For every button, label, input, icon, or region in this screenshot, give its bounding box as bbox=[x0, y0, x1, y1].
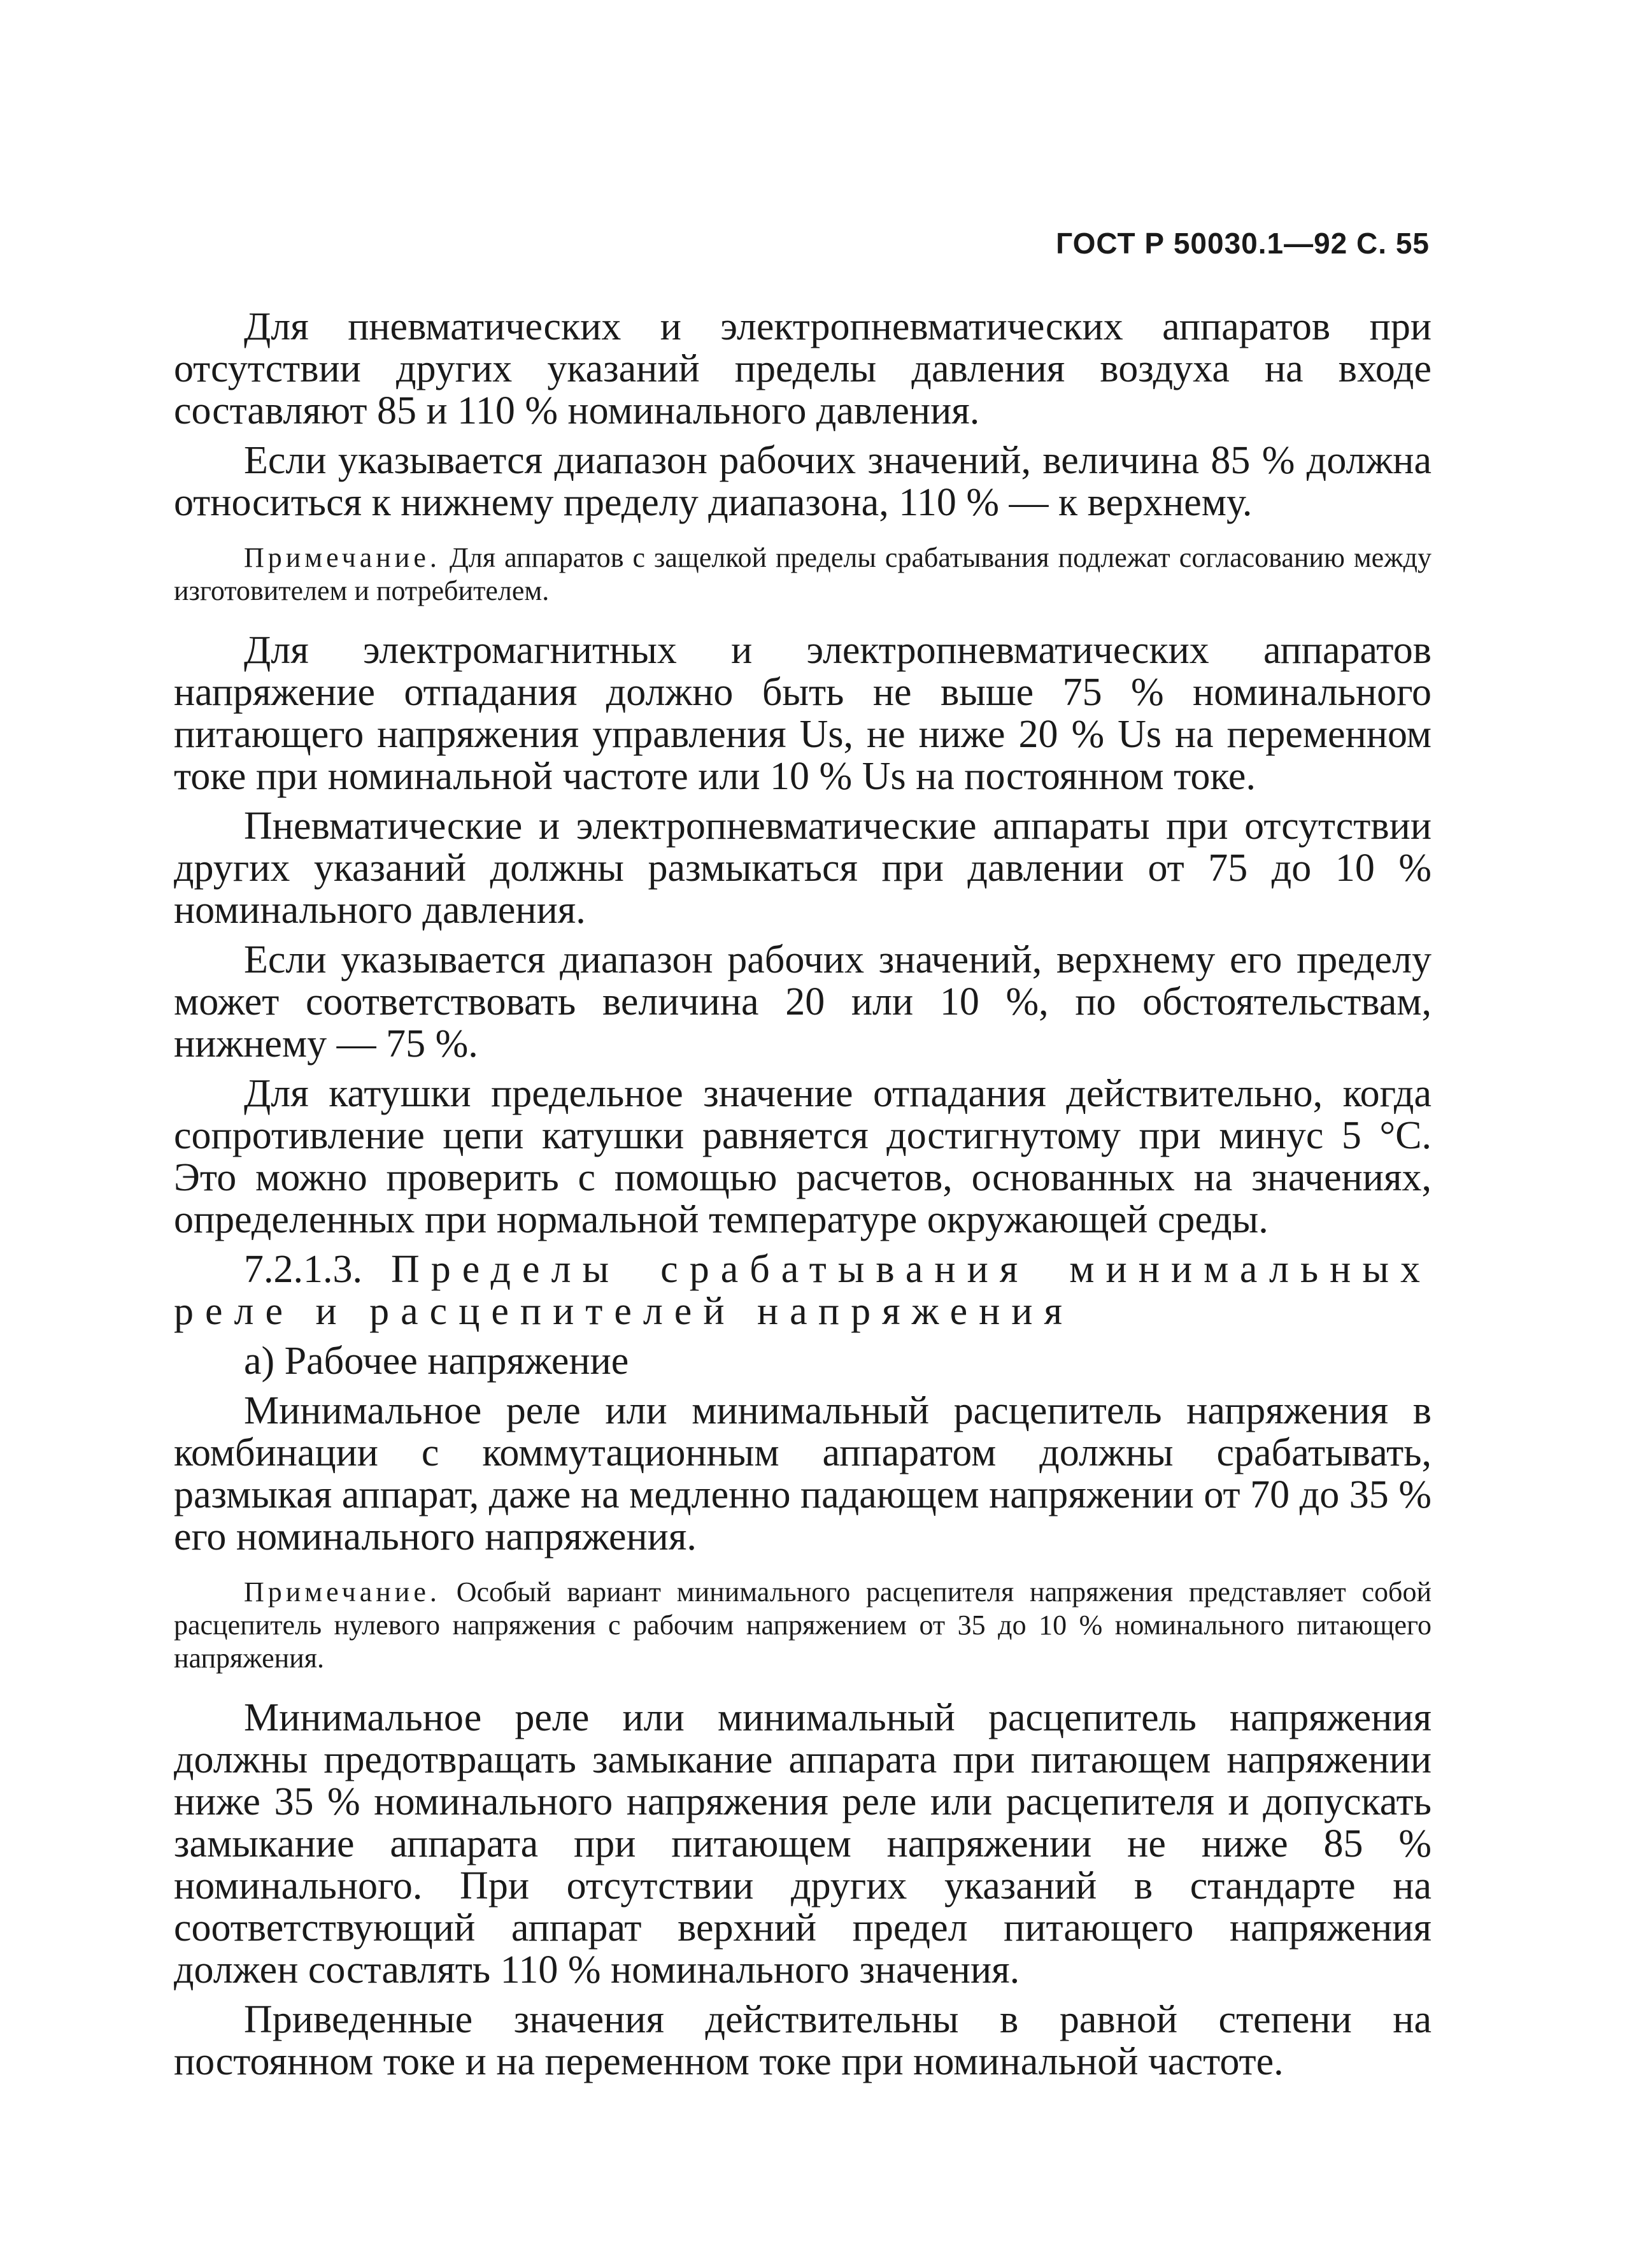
paragraph: Минимальное реле или минимальный расцепитель напряжения в комбинации с коммутационным аппаратом должны срабатывать, размыкая аппарат, даже на медленно падающем напряжении от 70 до 35 % его номинального напряжения. bbox=[174, 1389, 1432, 1558]
note-text: Для аппаратов с защелкой пределы срабатывания подлежат согласованию между изготовителем и потребителем. bbox=[174, 542, 1432, 606]
paragraph: Для катушки предельное значение отпадания действительно, когда сопротивление цепи катушки равняется достигнутому при минус 5 °С. Это можно проверить с помощью расчетов, основанных на значениях, определенных при нормальной температуре окружающей среды. bbox=[174, 1072, 1432, 1241]
note bbox=[174, 1576, 1432, 1675]
paragraph: Если указывается диапазон рабочих значений, величина 85 % должна относиться к нижнему пределу диапазона, 110 % — к верхнему. bbox=[174, 439, 1432, 524]
document-body bbox=[174, 306, 1432, 2083]
paragraph: Приведенные значения действительны в равной степени на постоянном токе и на переменном токе при номинальной частоте. bbox=[174, 1998, 1432, 2083]
note bbox=[174, 541, 1432, 608]
section-number: 7.2.1.3. bbox=[244, 1248, 362, 1291]
section-heading bbox=[174, 1248, 1432, 1332]
note-label: Примечание. bbox=[244, 1576, 441, 1608]
paragraph: Пневматические и электропневматические аппараты при отсутствии других указаний должны размыкаться при давлении от 75 до 10 % номинального давления. bbox=[174, 804, 1432, 932]
paragraph: Для электромагнитных и электропневматических аппаратов напряжение отпадания должно быть не выше 75 % номинального питающего напряжения управления Us, не ниже 20 % Us на переменном токе при номинальной частоте или 10 % Us на постоянном токе. bbox=[174, 629, 1432, 798]
note-label: Примечание. bbox=[244, 542, 441, 573]
paragraph: Для пневматических и электропневматических аппаратов при отсутствии других указаний пределы давления воздуха на входе составляют 85 и 110 % номинального давления. bbox=[174, 305, 1432, 432]
list-item: а) Рабочее напряжение bbox=[244, 1339, 629, 1383]
note-text: Особый вариант минимального расцепителя напряжения представляет собой расцепитель нулевого напряжения с рабочим напряжением от 35 до 10 % номинального питающего напряжения. bbox=[174, 1576, 1432, 1674]
page-header: ГОСТ Р 50030.1—92 С. 55 bbox=[1056, 227, 1430, 260]
paragraph: Минимальное реле или минимальный расцепитель напряжения должны предотвращать замыкание аппарата при питающем напряжении ниже 35 % номинального напряжения реле или расцепителя и допускать замыкание аппарата при питающем напряжении не ниже 85 % номинального. При отсутствии других указаний в стандарте на соответствующий аппарат верхний предел питающего напряжения должен составлять 110 % номинального значения. bbox=[174, 1696, 1432, 1992]
section-title: Пределы срабатывания минимальных реле и расцепителей напряжения bbox=[174, 1248, 1432, 1333]
paragraph: Если указывается диапазон рабочих значений, верхнему его пределу может соответствовать величина 20 или 10 %, по обстоятельствам, нижнему — 75 %. bbox=[174, 938, 1432, 1066]
